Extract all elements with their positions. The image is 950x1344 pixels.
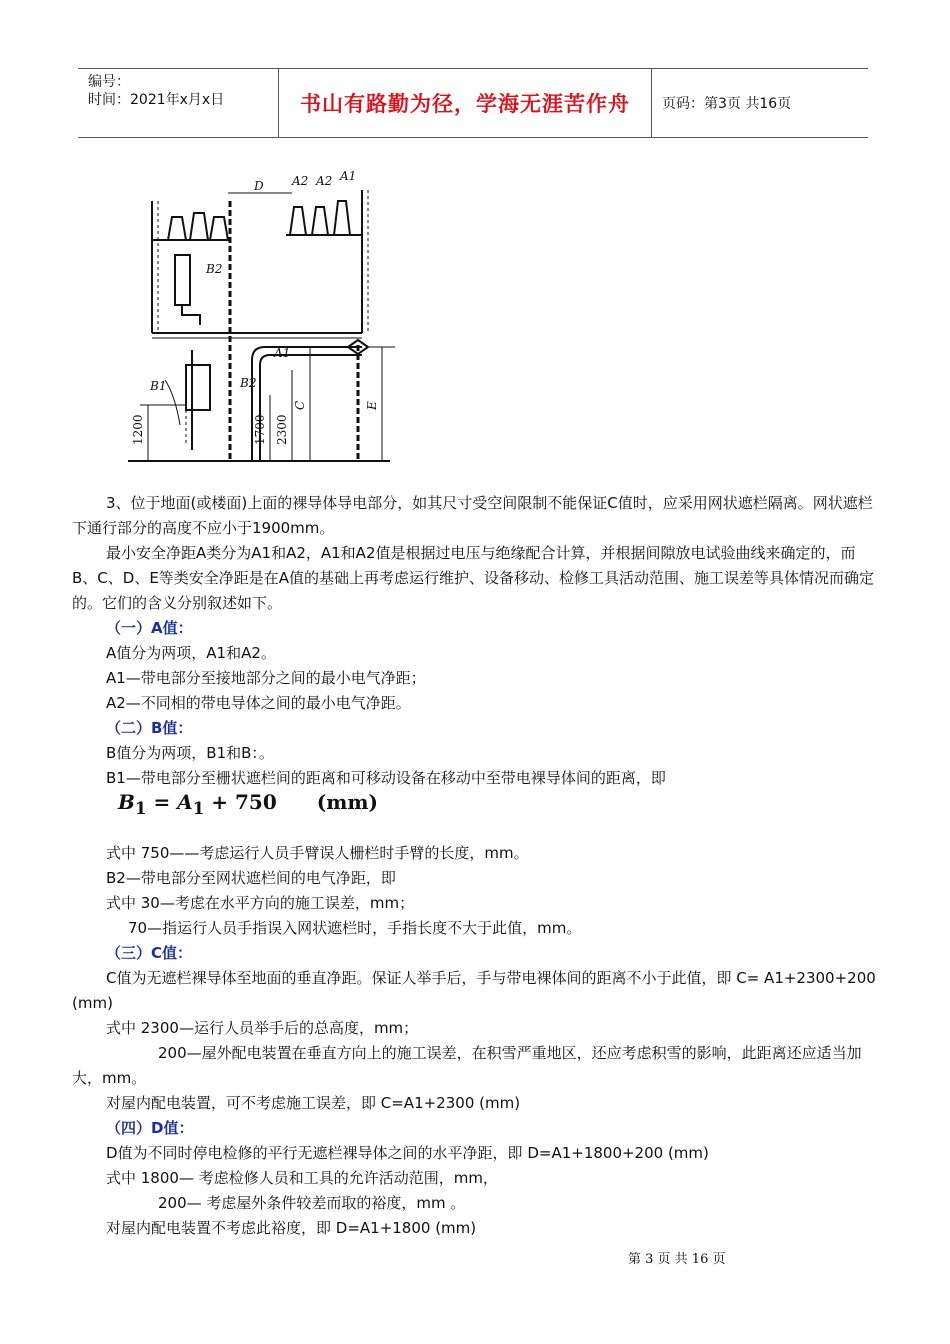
label-E: E	[365, 401, 379, 410]
a-line-2: A1—带电部分至接地部分之间的最小电气净距；	[106, 669, 426, 687]
b-line-1: B值分为两项，B1和B：。	[106, 744, 274, 762]
d-line-4: 对屋内配电装置不考虑此裕度，即 D=A1+1800 (mm)	[106, 1219, 477, 1237]
number-label: 编号：	[88, 74, 130, 90]
label-2300: 2300	[275, 414, 289, 445]
formula-unit: (mm)	[316, 790, 378, 814]
label-C: C	[293, 400, 307, 410]
label-A2b: A2	[316, 174, 333, 188]
c-line-2: 式中 2300—运行人员举手后的总高度，mm；	[106, 1019, 419, 1037]
d-line-3: 200— 考虑屋外条件较差而取的裕度，mm 。	[158, 1194, 466, 1212]
label-1200: 1200	[131, 414, 145, 445]
paragraph-3: 3、位于地面(或楼面)上面的裸导体导电部分，如其尺寸受空间限制不能保证C值时，应采用网状遮栏隔离。网状遮栏下通行部分的高度不应小于1900mm。	[72, 494, 873, 537]
formula-plus: + 750	[204, 790, 277, 814]
section-c-heading: （三）C值：	[106, 944, 193, 962]
label-B2-bottom: B2	[240, 376, 257, 390]
section-a-heading: （一）A值：	[106, 619, 193, 637]
c-line-4: 对屋内配电装置，可不考虑施工误差，即 C=A1+2300 (mm)	[106, 1094, 521, 1112]
b-line-3: 式中 750——考虑运行人员手臂误人栅栏时手臂的长度，mm。	[106, 844, 529, 862]
formula-rhs-sub: 1	[192, 798, 205, 818]
a-line-3: A2—不同相的带电导体之间的最小电气净距。	[106, 694, 411, 712]
b1-formula	[118, 790, 378, 818]
label-B2-top: B2	[206, 262, 223, 276]
header-motto-cell	[279, 69, 652, 137]
c-line-3: 200—屋外配电装置在垂直方向上的施工误差，在积雪严重地区，还应考虑积雪的影响，此距离还应适当加大，mm。	[72, 1044, 862, 1087]
label-D: D	[254, 179, 264, 193]
formula-rhs: A	[177, 790, 193, 814]
section-d-heading: （四）D值：	[106, 1119, 194, 1137]
page-footer: 第 3 页 共 16 页	[628, 1252, 726, 1267]
formula-lhs: B	[118, 790, 135, 814]
time-label: 时间：2021年x月x日	[88, 92, 225, 108]
page-header	[78, 68, 868, 138]
d-line-2: 式中 1800— 考虑检修人员和工具的允许活动范围，mm，	[106, 1169, 498, 1187]
label-A1-top: A1	[340, 169, 357, 183]
formula-lhs-sub: 1	[134, 798, 147, 818]
a-line-1: A值分为两项，A1和A2。	[106, 644, 276, 662]
label-A1-mid: A1	[274, 346, 291, 360]
page-label: 页码：第3页 共16页	[662, 96, 792, 112]
motto: 书山有路勤为径，学海无涯苦作舟	[300, 92, 630, 116]
paragraph-min-clearance: 最小安全净距A类分为A1和A2，A1和A2值是根据过电压与绝缘配合计算，并根据间隙放电试验曲线来确定的，而B、C、D、E等类安全净距是在A值的基础上再考虑运行维护、设备移动、检修工具活动范围、施工误差等具体情况而确定的。它们的含义分别叙述如下。	[72, 544, 875, 612]
b-line-5: 式中 30—考虑在水平方向的施工误差，mm；	[106, 894, 415, 912]
label-B1: B1	[150, 379, 167, 393]
b-line-4: B2—带电部分至网状遮栏间的电气净距，即	[106, 869, 396, 887]
formula-eq: =	[146, 790, 178, 814]
label-A2a: A2	[292, 174, 309, 188]
b-line-2: B1—带电部分至栅状遮栏间的距离和可移动设备在移动中至带电裸导体间的距离，即	[106, 769, 666, 787]
header-page-cell	[652, 69, 868, 137]
section-b-heading: （二）B值：	[106, 719, 193, 737]
c-line-1: C值为无遮栏裸导体至地面的垂直净距。保证人举手后，手与带电裸体间的距离不小于此值，即 C= A1+2300+200 (mm)	[72, 969, 876, 1012]
d-line-1: D值为不同时停电检修的平行无遮栏裸导体之间的水平净距，即 D=A1+1800+200 (mm)	[106, 1144, 709, 1162]
clearance-diagram	[120, 165, 410, 470]
header-meta-cell	[78, 69, 279, 137]
b-line-6: 70—指运行人员手指误入网状遮栏时，手指长度不大于此值，mm。	[128, 919, 582, 937]
diagram-labels	[131, 169, 379, 445]
label-1700: 1700	[253, 414, 267, 445]
